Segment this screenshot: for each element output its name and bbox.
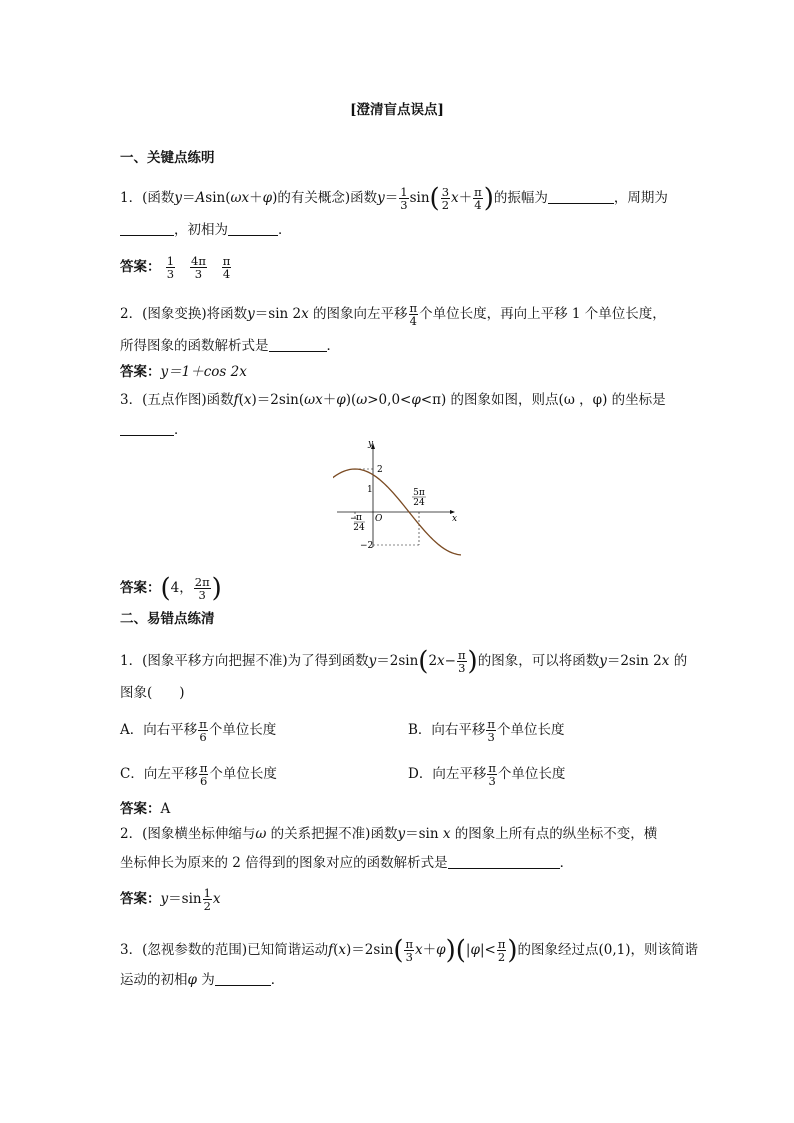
section-heading-2: 二、易错点练清 — [120, 611, 215, 627]
problem-3-line-2: 运动的初相φ 为 ． — [120, 972, 285, 988]
tick-label-left-num: π — [356, 513, 362, 523]
problem-3-line-1: 3．(忽视参数的范围)已知简谐运动f(x)＝2sin( $\frac{\pi}{3}$ x＋φ)(|φ|< $\frac{\pi}{2}$ )的图象经过点(0,1)，则该简谐 — [120, 935, 699, 966]
tick-label-2: 2 — [377, 465, 383, 475]
question-2-line-1: 2．(图象变换)将函数y＝sin 2x 的图象向左平移 $\frac{\pi}{4}$ 个单位长度，再向上平移 1 个单位长度， — [120, 301, 666, 328]
question-3-line-1: 3．(五点作图)函数f(x)＝2sin(ωx＋φ)(ω>0,0<φ<π) 的图象如图，则点(ω ，φ) 的坐标是 — [120, 392, 666, 408]
answer-blank[interactable] — [120, 421, 174, 436]
problem-answer-1: 答案：A — [120, 801, 171, 817]
question-3-line-2: ． — [120, 420, 188, 440]
option-d[interactable]: D．向左平移 $\frac{\pi}{3}$ 个单位长度 — [408, 761, 566, 788]
section-heading-1: 一、关键点练明 — [120, 150, 215, 166]
problem-2-line-2: 坐标伸长为原来的 2 倍得到的图象对应的函数解析式是 ． — [120, 855, 574, 871]
answer-2: 答案：y＝1＋cos 2x — [120, 364, 247, 380]
page-title: [澄清盲点误点] — [350, 102, 444, 118]
answer-blank[interactable] — [120, 221, 174, 236]
answer-blank[interactable] — [215, 971, 271, 986]
option-a[interactable]: A．向右平移 $\frac{\pi}{6}$ 个单位长度 — [120, 717, 277, 744]
answer-blank[interactable] — [228, 221, 278, 236]
answer-1: 答案： $\frac{1}{3}$ $\frac{4\pi}{3}$ $\frac{\pi}{4}$ — [120, 254, 231, 281]
x-axis-label: x — [452, 514, 458, 524]
fraction: $\frac{\pi}{4}$ — [474, 185, 482, 212]
fraction: $\frac{3}{2}$ — [441, 185, 450, 212]
option-c[interactable]: C．向左平移 $\frac{\pi}{6}$ 个单位长度 — [120, 761, 277, 788]
problem-answer-2: 答案：y＝sin $\frac{1}{2}$ x — [120, 886, 221, 913]
sine-graph — [333, 437, 461, 557]
problem-1-line-2: 图象( ) — [120, 685, 185, 701]
question-1-line-2: ，初相为 ． — [120, 220, 292, 240]
answer-3: 答案：(4， $\frac{2\pi}{3}$ ) — [120, 573, 222, 604]
tick-label-1: 1 — [367, 485, 373, 495]
fraction: $\frac{1}{3}$ — [400, 185, 408, 212]
option-b[interactable]: B．向右平移 $\frac{\pi}{3}$ 个单位长度 — [408, 717, 565, 744]
problem-2-line-1: 2．(图象横坐标伸缩与ω 的关系把握不准)函数y＝sin x 的图象上所有点的纵坐标不变，横 — [120, 826, 658, 842]
problem-1-line-1: 1．(图象平移方向把握不准)为了得到函数y＝2sin(2x− $\frac{\pi}{3}$ )的图象，可以将函数y＝2sin 2x 的 — [120, 646, 688, 677]
answer-blank[interactable] — [269, 337, 327, 352]
answer-blank[interactable] — [548, 189, 614, 204]
y-axis-label: y — [368, 439, 374, 449]
origin-label: O — [375, 514, 383, 524]
tick-label-left-sign: − — [350, 514, 358, 524]
tick-label-right-den: 24 — [413, 498, 425, 508]
question-2-line-2: 所得图象的函数解析式是 ． — [120, 338, 340, 354]
question-1-line-1: 1．(函数y＝Asin(ωx＋φ)的有关概念)函数y＝ $\frac{1}{3}$ sin( $\frac{3}{2}$ x＋ $\frac{\pi}{4}$ )的振幅为 ，周期为 — [120, 183, 668, 214]
tick-label-left-den: 24 — [353, 523, 365, 533]
answer-blank[interactable] — [448, 854, 560, 869]
tick-label-neg2: −2 — [360, 541, 374, 551]
tick-label-right-num: 5π — [413, 488, 425, 498]
